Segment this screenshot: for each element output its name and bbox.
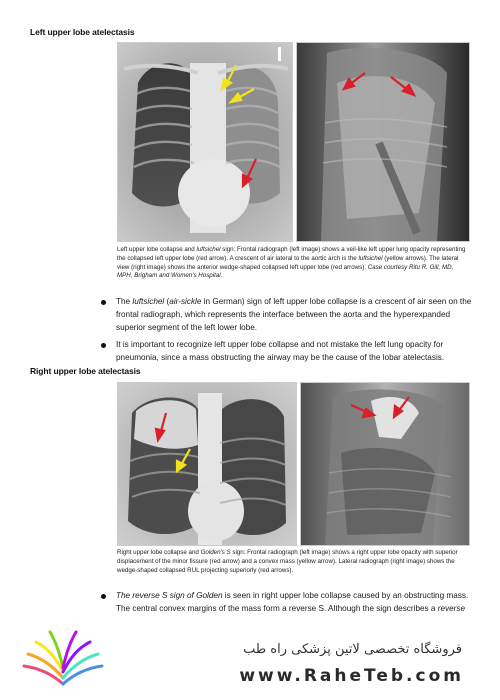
figure-caption-left-upper-lobe <box>117 246 469 281</box>
lateral-radiograph-right-upper-lobe <box>300 382 470 546</box>
open-book-logo-icon <box>20 624 106 692</box>
italic-text-run: air-sickle <box>169 297 202 306</box>
bullet-item <box>100 339 472 365</box>
italic-text-run: luftsichel <box>196 246 221 253</box>
italic-text-run: Golden's S <box>200 549 231 556</box>
italic-text-run: luftsichel <box>358 254 383 262</box>
bullet-dot-icon <box>101 594 106 599</box>
footer-website-link[interactable]: www.RaheTeb.com <box>239 666 464 686</box>
section-heading-left-upper-lobe: Left upper lobe atelectasis <box>30 27 135 37</box>
bullet-dot-icon <box>101 343 106 348</box>
text-run: in German) sign of left upper lobe collapse is a crescent of air seen on the frontal radiograph, which represents the interface between the aorta and the hyperexpanded superior segment of the left lower lobe. <box>116 297 472 332</box>
italic-text-run: reverse <box>437 603 466 613</box>
frontal-radiograph-left-upper-lobe <box>117 42 293 242</box>
raheteb-footer-banner <box>0 614 500 700</box>
text-run: is seen in right upper lobe collapse caused by an obstructing mass. The central convex margins of the mass form a reverse S. Although the sign describes a <box>116 591 469 613</box>
text-run: sign: Frontal radiograph (left image) shows a veil-like left upper lung opacity representing the collapsed left upper lobe (red arrow). A crescent of air lateral to the aortic arch is the <box>117 246 466 262</box>
bullet-dot-icon <box>101 300 106 305</box>
text-run: The <box>116 297 133 306</box>
italic-text-run: The reverse S sign of Golden <box>116 591 223 600</box>
text-run: Right upper lobe collapse and <box>117 549 201 556</box>
text-run: It is important to recognize left upper lobe collapse and not mistake the left lung opacity for pneumonia, since a mass obstructing the airway may be the cause of the lobar atelectasis. <box>116 339 445 362</box>
figure-caption-right-upper-lobe <box>117 549 469 575</box>
bullet-list-left-upper-lobe <box>100 296 472 369</box>
text-run: Left upper lobe collapse and <box>117 246 197 253</box>
text-run: (yellow arrows). The lateral view (right image) shows the anterior wedge-shaped collapsed left upper lobe (red arrows). <box>117 254 459 271</box>
lateral-radiograph-left-upper-lobe <box>296 42 470 242</box>
bullet-item <box>100 296 472 335</box>
text-run: ( <box>164 297 170 306</box>
italic-text-run: luftsichel <box>132 297 165 306</box>
text-run: sign: Frontal radiograph (left image) shows a right upper lobe opacity with superior displacement of the minor fissure (red arrow) and a convex mass (yellow arrow). Lateral radiograph (right image) shows the wedge-shaped collapsed RUL projecting superiorly (red arrows). <box>117 549 458 574</box>
section-heading-right-upper-lobe: Right upper lobe atelectasis <box>30 366 141 376</box>
footer-persian-text: فروشگاه تخصصی لاتین پزشکی راه طب <box>243 642 462 657</box>
frontal-radiograph-right-upper-lobe <box>117 382 297 546</box>
italic-text-run: Case courtesy Ritu R. Gill, MD, MPH, Brigham and Women's Hospital. <box>117 263 454 280</box>
